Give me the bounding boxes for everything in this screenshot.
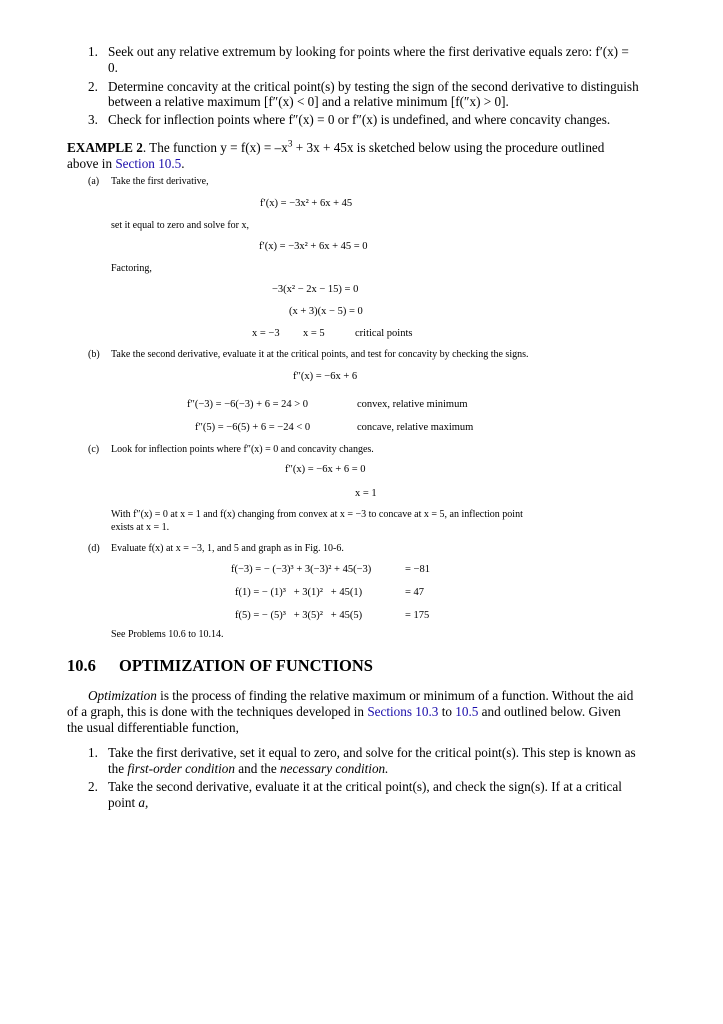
equation: f(1) = − (1)³ + 3(1)² + 45(1) [235, 587, 363, 598]
part-a-label: (a) [88, 176, 100, 187]
section-number: 10.6 [67, 656, 96, 675]
list-item-text: the first-order condition and the necessary condition. [108, 761, 389, 776]
equation-result: = −81 [405, 564, 430, 575]
section-link[interactable]: Section 10.5 [115, 156, 182, 171]
equation-note: convex, relative minimum [357, 399, 468, 410]
equation: x = 5 [303, 328, 325, 339]
section-title: OPTIMIZATION OF FUNCTIONS [119, 656, 373, 675]
example-intro: EXAMPLE 2. The function $y = f(x) = -x^3 + 3x + 45x$ is sketched below using the procedure outlined [67, 138, 605, 155]
example-intro-line2: above in Section 10.5. [67, 156, 185, 171]
list-item-text: 0. [108, 60, 118, 75]
part-a-text: Factoring, [111, 263, 152, 274]
list-item-text: Determine concavity at the critical point(s) by testing the sign of the second derivative to distinguish [108, 79, 639, 94]
equation: f″(5) = −6(5) + 6 = −24 < 0 [195, 422, 311, 433]
equation-result: = 47 [405, 587, 425, 598]
part-c-text: Look for inflection points where f″(x) = 0 and concavity changes. [111, 444, 374, 455]
part-b-label: (b) [88, 349, 100, 360]
part-a-text: set it equal to zero and solve for x, [111, 220, 250, 231]
part-c-text: exists at x = 1. [111, 522, 170, 533]
section-link[interactable]: 10.5 [455, 704, 479, 719]
see-problems: See Problems 10.6 to 10.14. [111, 629, 224, 640]
list-item-number: 1. [88, 44, 98, 59]
equation-note: concave, relative maximum [357, 422, 474, 433]
list-item-number: 3. [88, 112, 98, 127]
part-c-text: With f″(x) = 0 at x = 1 and f(x) changing from convex at x = −3 to concave at x = 5, an inflection point [111, 509, 523, 520]
list-item-number: 2. [88, 79, 98, 94]
part-a-text: Take the first derivative, [111, 176, 209, 187]
part-d-label: (d) [88, 543, 100, 554]
list-item-text: Take the first derivative, set it equal to zero, and solve for the critical point(s). This step is known as [108, 745, 636, 760]
equation-note: critical points [355, 328, 413, 339]
equation: −3(x² − 2x − 15) = 0 [272, 284, 359, 295]
equation: x = −3 [252, 328, 280, 339]
example-label: EXAMPLE 2 [67, 140, 143, 155]
section-link[interactable]: Sections 10.3 [367, 704, 439, 719]
part-b-text: Take the second derivative, evaluate it at the critical points, and test for concavity by checking the signs. [111, 349, 529, 360]
equation: f″(−3) = −6(−3) + 6 = 24 > 0 [187, 399, 309, 410]
list-item-text: Take the second derivative, evaluate it at the critical point(s), and check the sign(s). If at a critical [108, 779, 622, 794]
equation-result: = 175 [405, 610, 430, 621]
equation: f″(x) = −6x + 6 [293, 371, 358, 382]
equation: f″(x) = −6x + 6 = 0 [285, 464, 366, 475]
list-item-text: between a relative maximum [f″(x) < 0] and a relative minimum [f(″x) > 0]. [108, 94, 509, 109]
list-item-text: point a, [108, 795, 149, 810]
part-d-text: Evaluate f(x) at x = −3, 1, and 5 and graph as in Fig. 10-6. [111, 543, 344, 554]
list-item-text: Seek out any relative extremum by looking for points where the first derivative equals zero: f′(x) = [108, 44, 629, 59]
equation: f(−3) = − (−3)³ + 3(−3)² + 45(−3) [231, 564, 372, 575]
equation: f(5) = − (5)³ + 3(5)² + 45(5) [235, 610, 363, 621]
paragraph-line: the usual differentiable function, [67, 720, 239, 735]
equation: x = 1 [355, 488, 377, 499]
list-item-text: Check for inflection points where f″(x) = 0 or f″(x) is undefined, and where concavity changes. [108, 112, 611, 127]
paragraph-line: of a graph, this is done with the techniques developed in Sections 10.3 to 10.5 and outlined below. Given [67, 704, 621, 719]
equation: (x + 3)(x − 5) = 0 [289, 306, 363, 317]
equation: f′(x) = −3x² + 6x + 45 [260, 198, 353, 209]
paragraph-line: Optimization is the process of finding the relative maximum or minimum of a function. Without the aid [88, 688, 634, 703]
equation: f′(x) = −3x² + 6x + 45 = 0 [259, 241, 368, 252]
list-item-number: 2. [88, 779, 98, 794]
list-item-number: 1. [88, 745, 98, 760]
part-c-label: (c) [88, 444, 100, 455]
